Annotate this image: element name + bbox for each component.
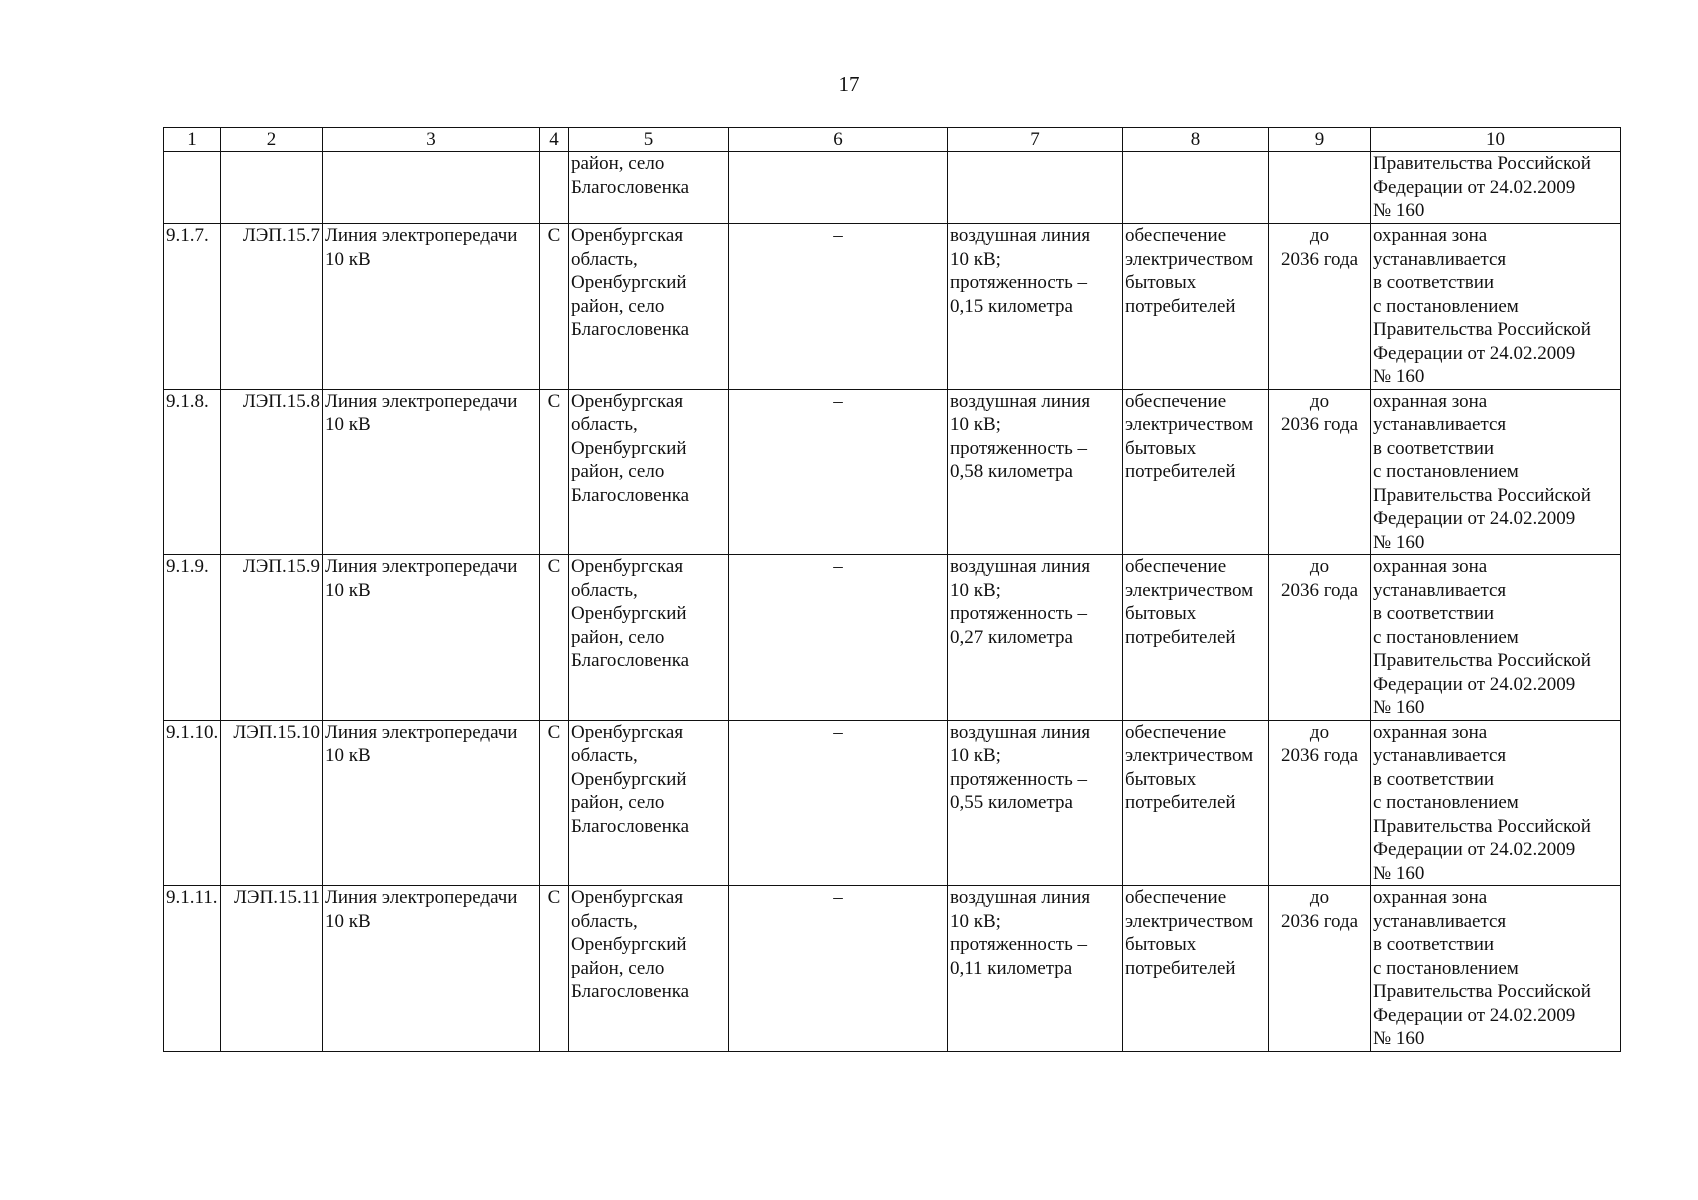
cell-num: 9.1.10. <box>164 720 221 886</box>
cell-term: до 2036 года <box>1269 886 1371 1052</box>
cell-location: Оренбургская область, Оренбургский район, село Благословенка <box>569 389 729 555</box>
cell-code: ЛЭП.15.8 <box>221 389 323 555</box>
cell-status: С <box>540 555 569 721</box>
cell-name <box>323 152 540 224</box>
cell-col6: – <box>729 720 948 886</box>
cell-name: Линия электропередачи 10 кВ <box>323 224 540 390</box>
cell-characteristics <box>948 152 1123 224</box>
cell-zone: охранная зона устанавливается в соответствии с постановлением Правительства Российской Федерации от 24.02.2009 № 160 <box>1371 389 1621 555</box>
cell-term: до 2036 года <box>1269 555 1371 721</box>
cell-characteristics: воздушная линия 10 кВ; протяженность – 0,55 километра <box>948 720 1123 886</box>
table-row <box>164 224 1621 390</box>
cell-num: 9.1.9. <box>164 555 221 721</box>
cell-code <box>221 152 323 224</box>
cell-col6: – <box>729 886 948 1052</box>
cell-name: Линия электропередачи 10 кВ <box>323 555 540 721</box>
cell-num: 9.1.7. <box>164 224 221 390</box>
table-header-row <box>164 128 1621 152</box>
cell-location: Оренбургская область, Оренбургский район, село Благословенка <box>569 720 729 886</box>
cell-purpose: обеспечение электричеством бытовых потребителей <box>1123 389 1269 555</box>
cell-term: до 2036 года <box>1269 720 1371 886</box>
cell-characteristics: воздушная линия 10 кВ; протяженность – 0,11 километра <box>948 886 1123 1052</box>
table-row <box>164 389 1621 555</box>
header-cell-4: 4 <box>540 128 569 152</box>
table-row <box>164 886 1621 1052</box>
table-row <box>164 555 1621 721</box>
cell-status: С <box>540 389 569 555</box>
cell-code: ЛЭП.15.10 <box>221 720 323 886</box>
objects-table <box>163 127 1621 1052</box>
cell-term: до 2036 года <box>1269 389 1371 555</box>
cell-purpose: обеспечение электричеством бытовых потребителей <box>1123 720 1269 886</box>
cell-zone: охранная зона устанавливается в соответствии с постановлением Правительства Российской Федерации от 24.02.2009 № 160 <box>1371 720 1621 886</box>
cell-location: Оренбургская область, Оренбургский район, село Благословенка <box>569 224 729 390</box>
cell-col6: – <box>729 555 948 721</box>
cell-name: Линия электропередачи 10 кВ <box>323 886 540 1052</box>
cell-purpose: обеспечение электричеством бытовых потребителей <box>1123 555 1269 721</box>
table-row <box>164 720 1621 886</box>
cell-status: С <box>540 886 569 1052</box>
header-cell-5: 5 <box>569 128 729 152</box>
cell-purpose: обеспечение электричеством бытовых потребителей <box>1123 224 1269 390</box>
cell-status <box>540 152 569 224</box>
cell-location: район, село Благословенка <box>569 152 729 224</box>
cell-name: Линия электропередачи 10 кВ <box>323 389 540 555</box>
cell-status: С <box>540 224 569 390</box>
cell-term <box>1269 152 1371 224</box>
cell-characteristics: воздушная линия 10 кВ; протяженность – 0,15 километра <box>948 224 1123 390</box>
page-number: 17 <box>838 72 860 96</box>
cell-col6: – <box>729 389 948 555</box>
cell-num: 9.1.8. <box>164 389 221 555</box>
header-cell-7: 7 <box>948 128 1123 152</box>
header-cell-10: 10 <box>1371 128 1621 152</box>
cell-zone: охранная зона устанавливается в соответствии с постановлением Правительства Российской Федерации от 24.02.2009 № 160 <box>1371 224 1621 390</box>
cell-zone: Правительства Российской Федерации от 24.02.2009 № 160 <box>1371 152 1621 224</box>
cell-characteristics: воздушная линия 10 кВ; протяженность – 0,27 километра <box>948 555 1123 721</box>
cell-location: Оренбургская область, Оренбургский район, село Благословенка <box>569 555 729 721</box>
header-cell-9: 9 <box>1269 128 1371 152</box>
cell-num: 9.1.11. <box>164 886 221 1052</box>
table-row-continuation <box>164 152 1621 224</box>
header-cell-1: 1 <box>164 128 221 152</box>
cell-zone: охранная зона устанавливается в соответствии с постановлением Правительства Российской Федерации от 24.02.2009 № 160 <box>1371 555 1621 721</box>
cell-location: Оренбургская область, Оренбургский район, село Благословенка <box>569 886 729 1052</box>
cell-status: С <box>540 720 569 886</box>
cell-name: Линия электропередачи 10 кВ <box>323 720 540 886</box>
header-cell-8: 8 <box>1123 128 1269 152</box>
header-cell-6: 6 <box>729 128 948 152</box>
cell-col6: – <box>729 224 948 390</box>
cell-code: ЛЭП.15.9 <box>221 555 323 721</box>
header-cell-2: 2 <box>221 128 323 152</box>
cell-num <box>164 152 221 224</box>
header-cell-3: 3 <box>323 128 540 152</box>
cell-purpose <box>1123 152 1269 224</box>
cell-characteristics: воздушная линия 10 кВ; протяженность – 0,58 километра <box>948 389 1123 555</box>
cell-zone: охранная зона устанавливается в соответствии с постановлением Правительства Российской Федерации от 24.02.2009 № 160 <box>1371 886 1621 1052</box>
cell-col6 <box>729 152 948 224</box>
cell-term: до 2036 года <box>1269 224 1371 390</box>
cell-purpose: обеспечение электричеством бытовых потребителей <box>1123 886 1269 1052</box>
cell-code: ЛЭП.15.11 <box>221 886 323 1052</box>
cell-code: ЛЭП.15.7 <box>221 224 323 390</box>
